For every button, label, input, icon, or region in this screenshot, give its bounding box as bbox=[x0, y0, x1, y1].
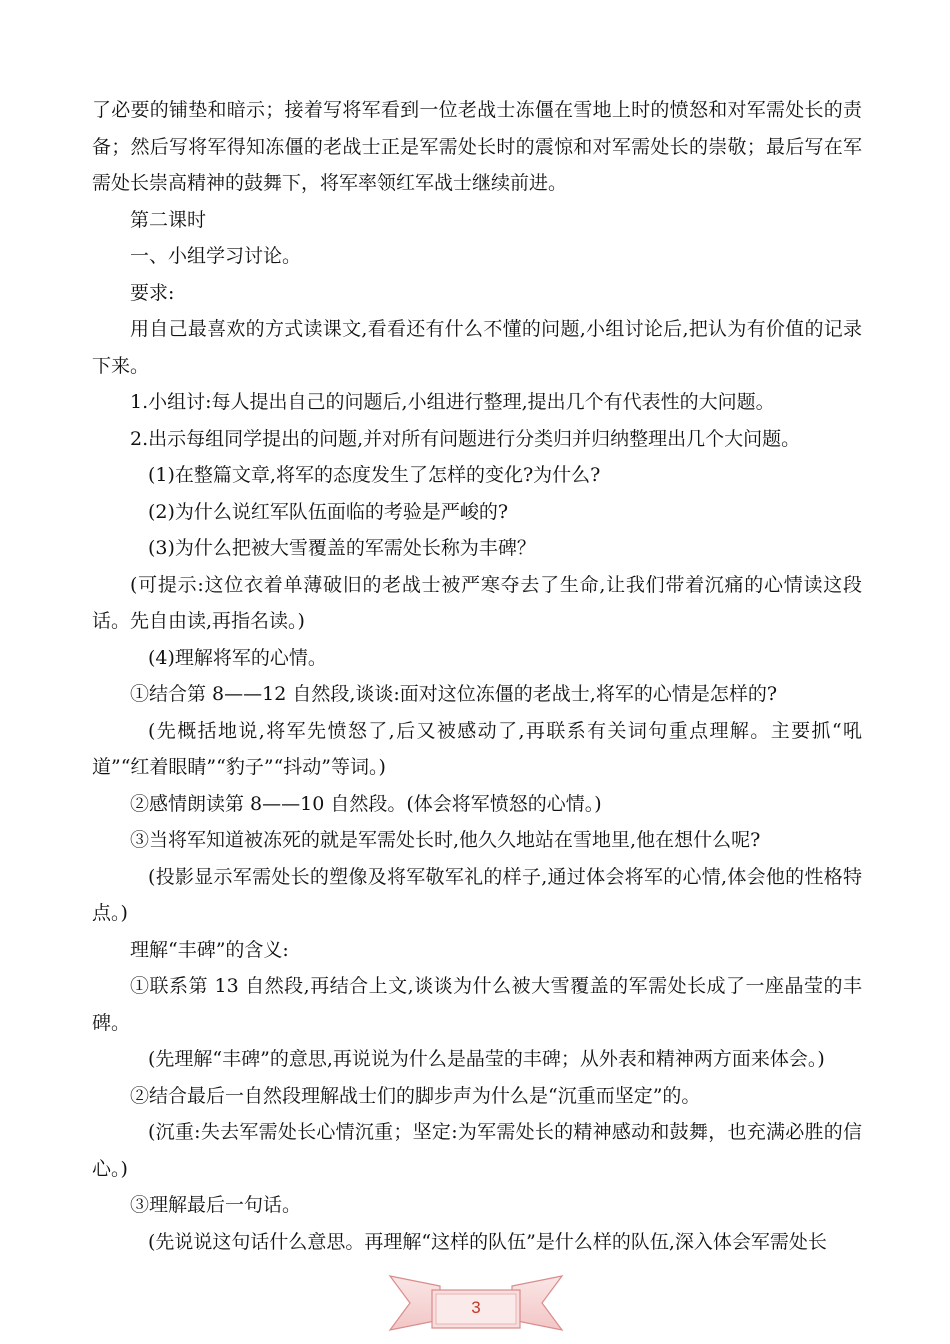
list-item: ①联系第 13 自然段,再结合上文,谈谈为什么被大雪覆盖的军需处长成了一座晶莹的丰碑。 bbox=[92, 975, 862, 1034]
paragraph: (可提示:这位衣着单薄破旧的老战士被严寒夺去了生命,让我们带着沉痛的心情读这段话。先自由读,再指名读。) bbox=[92, 573, 862, 632]
paragraph: (先说说这句话什么意思。再理解“这样的队伍”是什么样的队伍,深入体会军需处长 bbox=[148, 1230, 827, 1253]
section-heading: 第二课时 bbox=[130, 208, 207, 231]
question-item: (2)为什么说红军队伍面临的考验是严峻的? bbox=[148, 500, 509, 523]
paragraph: 理解“丰碑”的含义: bbox=[130, 938, 289, 961]
list-item: ③理解最后一句话。 bbox=[130, 1194, 302, 1216]
list-item: 1.小组讨:每人提出自己的问题后,小组进行整理,提出几个有代表性的大问题。 bbox=[130, 391, 775, 413]
subsection-heading: 一、小组学习讨论。 bbox=[130, 245, 302, 267]
list-item: ①结合第 8——12 自然段,谈谈:面对这位冻僵的老战士,将军的心情是怎样的? bbox=[130, 683, 778, 705]
question-item: (4)理解将军的心情。 bbox=[148, 646, 327, 669]
paragraph: 了必要的铺垫和暗示；接着写将军看到一位老战士冻僵在雪地上时的愤怒和对军需处长的责备；然后写将军得知冻僵的老战士正是军需处长时的震惊和对军需处长的崇敬；最后写在军需处长崇高精神的鼓舞下，将军率领红军战士继续前进。 bbox=[92, 99, 862, 194]
list-item: ③当将军知道被冻死的就是军需处长时,他久久地站在雪地里,他在想什么呢? bbox=[130, 829, 761, 851]
list-item: 2.出示每组同学提出的问题,并对所有问题进行分类归并归纳整理出几个大问题。 bbox=[130, 427, 801, 450]
question-item: (1)在整篇文章,将军的态度发生了怎样的变化?为什么? bbox=[148, 464, 601, 486]
paragraph: 要求: bbox=[130, 281, 175, 304]
paragraph: (投影显示军需处长的塑像及将军敬军礼的样子,通过体会将军的心情,体会他的性格特点。) bbox=[92, 865, 862, 924]
page-number: 3 bbox=[471, 1298, 481, 1317]
paragraph: (先概括地说,将军先愤怒了,后又被感动了,再联系有关词句重点理解。主要抓“吼道”“红着眼睛”“豹子”“抖动”等词。) bbox=[92, 719, 862, 778]
list-item: ②结合最后一自然段理解战士们的脚步声为什么是“沉重而坚定”的。 bbox=[130, 1084, 701, 1107]
list-item: ②感情朗读第 8——10 自然段。(体会将军愤怒的心情。) bbox=[130, 792, 602, 815]
document-body bbox=[92, 92, 862, 1260]
paragraph: (先理解“丰碑”的意思,再说说为什么是晶莹的丰碑；从外表和精神两方面来体会。) bbox=[148, 1048, 825, 1070]
paragraph: 用自己最喜欢的方式读课文,看看还有什么不懂的问题,小组讨论后,把认为有价值的记录下来。 bbox=[92, 318, 862, 377]
question-item: (3)为什么把被大雪覆盖的军需处长称为丰碑？ bbox=[148, 537, 536, 559]
paragraph: (沉重:失去军需处长心情沉重；坚定:为军需处长的精神感动和鼓舞，也充满必胜的信心。) bbox=[92, 1121, 862, 1180]
